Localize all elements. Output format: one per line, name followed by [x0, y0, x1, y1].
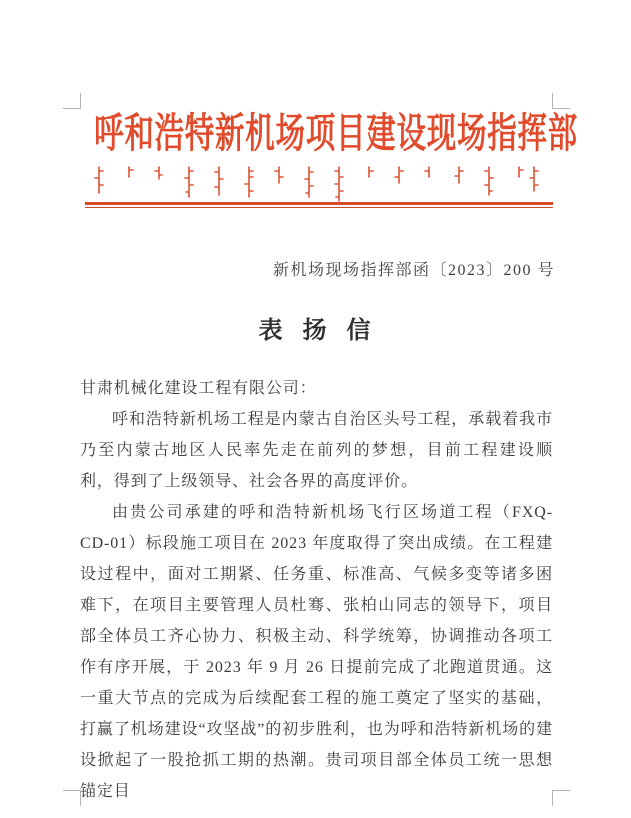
crop-mark-top-right [552, 93, 570, 109]
salutation: 甘肃机械化建设工程有限公司： [80, 380, 317, 397]
body-paragraph: 由贵公司承建的呼和浩特新机场飞行区场道工程（FXQ-CD-01）标段施工项目在 2023 年度取得了突出成绩。在工程建设过程中，面对工期紧、任务重、标准高、气候多变等诸多困难下，在项目主要管理人员杜骞、张柏山同志的领导下，项目部全体员工齐心协力、积极主动、科学统筹，协调推动各项工作有序开展，于 2023 年 9 月 26 日提前完成了北跑道贯通。这一重大节点的完成为后续配套工程的施工奠定了坚实的基础，打赢了机场建设“攻坚战”的初步胜利，也为呼和浩特新机场的建设掀起了一股抢抓工期的热潮。贵司项目部全体员工统一思想锚定目 [80, 504, 553, 800]
letterhead-rule [85, 202, 553, 208]
letterhead-org-title: 呼和浩特新机场项目建设现场指挥部 [94, 110, 578, 156]
crop-mark-top-left [63, 93, 81, 109]
letterhead [0, 110, 631, 156]
crop-mark-bottom-right [552, 790, 570, 806]
letterhead-rule-thick [85, 202, 553, 205]
letterhead-rule-thin [85, 207, 553, 208]
letter-title: 表 扬 信 [258, 318, 373, 344]
crop-mark-bottom-left [63, 790, 81, 806]
letter-body [80, 373, 553, 807]
document-number: 新机场现场指挥部函〔2023〕200 号 [272, 262, 555, 279]
mongolian-script-decoration [91, 166, 541, 204]
body-paragraph: 呼和浩特新机场工程是内蒙古自治区头号工程，承载着我市乃至内蒙古地区人民率先走在前列的梦想，目前工程建设顺利，得到了上级领导、社会各界的高度评价。 [80, 411, 553, 490]
